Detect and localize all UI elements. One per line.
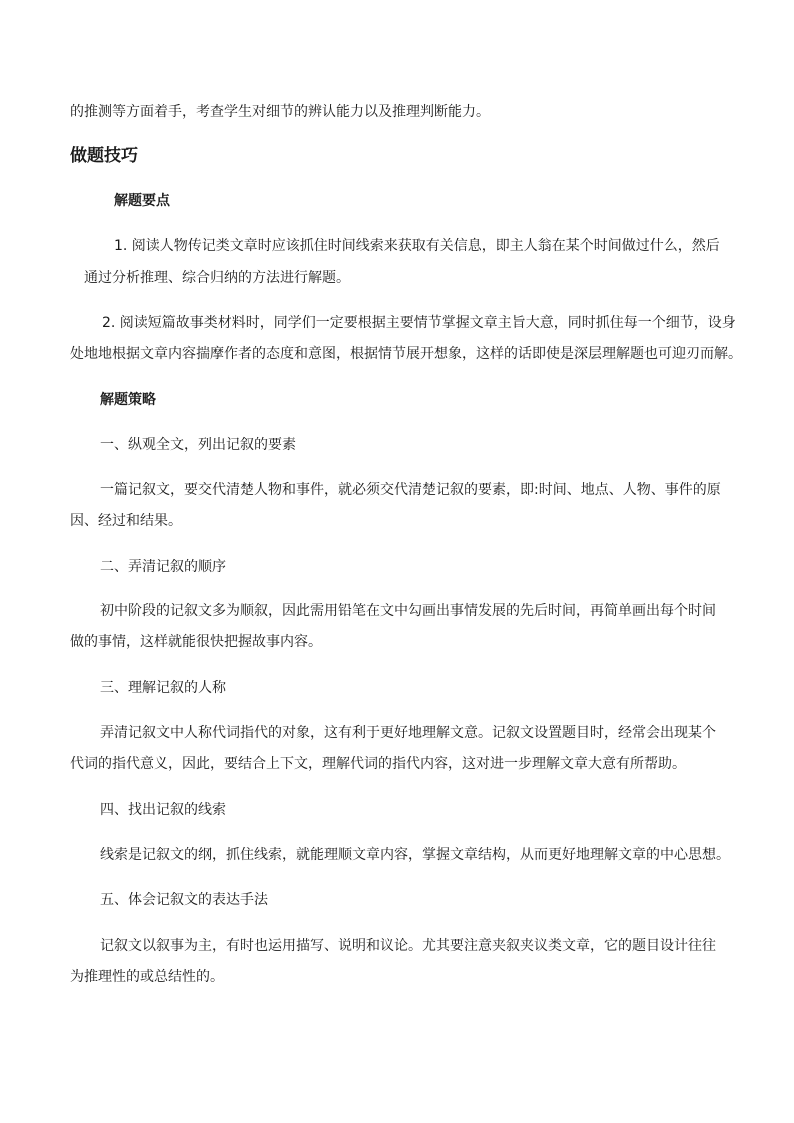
- strategy-4-line-1: 线索是记叙文的纲，抓住线索，就能理顺文章内容，掌握文章结构，从而更好地理解文章的中心思想。: [100, 847, 730, 863]
- strategy-1-line-2: 因、经过和结果。: [70, 513, 182, 529]
- key-point-1-line-1: 1. 阅读人物传记类文章时应该抓住时间线索来获取有关信息，即主人翁在某个时间做过什么，然后: [114, 238, 720, 254]
- strategy-title: 解题策略: [100, 392, 156, 408]
- strategy-3-line-1: 弄清记叙文中人称代词指代的对象，这有利于更好地理解文意。记叙文设置题目时，经常会出现某个: [100, 725, 716, 741]
- strategy-2-line-1: 初中阶段的记叙文多为顺叙，因此需用铅笔在文中勾画出事情发展的先后时间，再简单画出每个时间: [100, 603, 716, 619]
- strategy-3-heading: 三、理解记叙的人称: [100, 680, 226, 696]
- strategy-5-line-2: 为推理性的或总结性的。: [70, 969, 224, 985]
- key-point-2-line-2: 处地地根据文章内容揣摩作者的态度和意图，根据情节展开想象，这样的话即使是深层理解题也可迎刃而解。: [70, 346, 742, 362]
- strategy-1-line-1: 一篇记叙文，要交代清楚人物和事件，就必须交代清楚记叙的要素，即:时间、地点、人物、事件的原: [100, 482, 721, 498]
- key-points-title: 解题要点: [114, 193, 170, 209]
- strategy-2-heading: 二、弄清记叙的顺序: [100, 559, 226, 575]
- strategy-1-heading: 一、纵观全文，列出记叙的要素: [100, 437, 296, 453]
- key-point-1-line-2: 通过分析推理、综合归纳的方法进行解题。: [84, 270, 350, 286]
- strategy-3-line-2: 代词的指代意义，因此，要结合上下文，理解代词的指代内容，这对进一步理解文章大意有所帮助。: [70, 756, 686, 772]
- strategy-5-line-1: 记叙文以叙事为主，有时也运用描写、说明和议论。尤其要注意夹叙夹议类文章，它的题目设计往往: [100, 938, 716, 954]
- key-point-2-line-1: 2. 阅读短篇故事类材料时，同学们一定要根据主要情节掌握文章主旨大意，同时抓住每一个细节，设身: [102, 315, 736, 331]
- section-title: 做题技巧: [70, 146, 138, 166]
- strategy-2-line-2: 做的事情，这样就能很快把握故事内容。: [70, 634, 322, 650]
- strategy-4-heading: 四、找出记叙的线索: [100, 802, 226, 818]
- strategy-5-heading: 五、体会记叙文的表达手法: [100, 892, 268, 908]
- intro-tail-text: 的推测等方面着手，考查学生对细节的辨认能力以及推理判断能力。: [70, 104, 490, 120]
